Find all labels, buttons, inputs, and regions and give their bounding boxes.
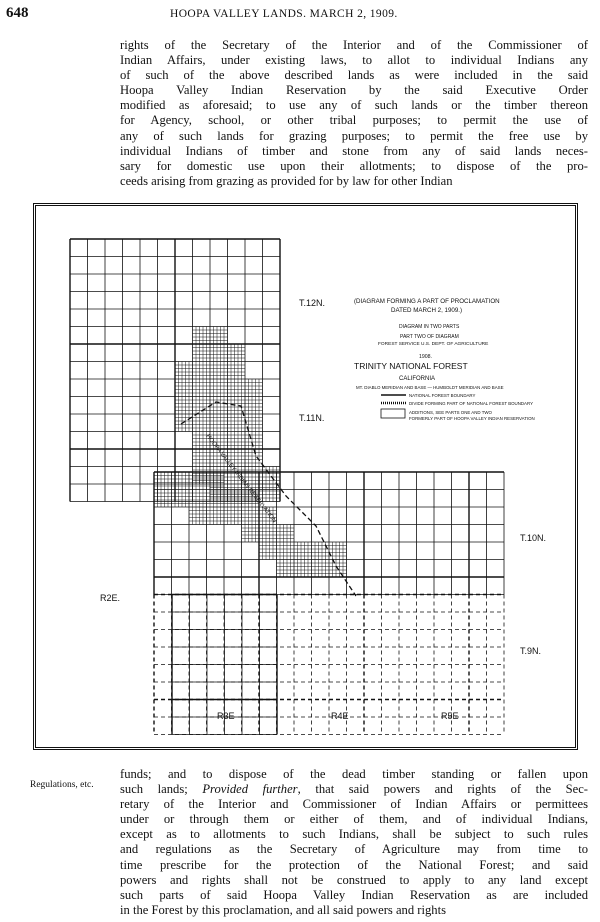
township-label-t12n: T.12N. bbox=[299, 298, 326, 308]
legend-key1: NATIONAL FOREST BOUNDARY bbox=[409, 393, 476, 398]
range-label-r2e: R2E. bbox=[100, 593, 121, 603]
text-line: retary of the Interior and Commissioner of Indian Affairs or permittees bbox=[120, 797, 588, 812]
range-label-r5e: R5E bbox=[441, 711, 459, 721]
margin-note: Regulations, etc. bbox=[30, 780, 94, 790]
legend-meridian: MT. DIABLO MERIDIAN AND BASE — HUMBOLDT MERIDIAN AND BASE bbox=[356, 385, 504, 390]
text-line: rights of the Secretary of the Interior and of the Commissioner of bbox=[120, 38, 588, 52]
text-line: any of such lands for grazing purposes; to permit the free use by bbox=[120, 128, 588, 143]
text-line: such lands; Provided further, that said powers and rights of the Sec- bbox=[120, 782, 589, 797]
legend-line4: PART TWO OF DIAGRAM bbox=[400, 334, 459, 340]
text-line: time prescribe for the protection of the National Forest; and said bbox=[120, 857, 588, 872]
running-title: HOOPA VALLEY LANDS. MARCH 2, 1909. bbox=[170, 8, 398, 20]
legend-key4: FORMERLY PART OF HOOPA VALLEY INDIAN RESERVATION bbox=[409, 416, 535, 421]
text-line: in the Forest by this proclamation, and all said powers and rights bbox=[120, 902, 446, 917]
legend-line1: (DIAGRAM FORMING A PART OF PROCLAMATION bbox=[354, 298, 500, 305]
text-line: individual Indians of timber and stone from any of said lands neces- bbox=[120, 143, 588, 158]
legend-state: CALIFORNIA bbox=[399, 376, 436, 382]
range-label-r3e: R3E bbox=[217, 711, 235, 721]
paragraph-1 bbox=[120, 38, 588, 189]
page-number: 648 bbox=[6, 5, 29, 21]
range-label-r4e: R4E bbox=[331, 711, 349, 721]
text-line: powers and rights shall not be construed to apply to any land except bbox=[120, 872, 588, 887]
legend-line2: DATED MARCH 2, 1909.) bbox=[391, 307, 463, 314]
legend-key3: ADDITIONS, SEE PARTS ONE AND TWO bbox=[409, 410, 492, 415]
text-line: modified as aforesaid; to use any of such lands or the timber thereon bbox=[120, 98, 588, 113]
text-line: sary for domestic use upon their allotments; to dispose of the pro- bbox=[120, 158, 588, 173]
paragraph-2 bbox=[120, 767, 588, 918]
text-line: of such of the above described lands as were included in the said bbox=[120, 68, 588, 83]
forest-diagram bbox=[36, 206, 575, 747]
text-line: ceeds arising from grazing as provided for by law for other Indian bbox=[120, 173, 453, 188]
township-label-t10n: T.10N. bbox=[520, 533, 547, 543]
reservation-label: HOOPA VALLEY INDIAN RESERVATION bbox=[204, 433, 278, 525]
legend-key2: DIVIDE FORMING PART OF NATIONAL FOREST BOUNDARY bbox=[409, 401, 534, 406]
legend-hatch-swatch bbox=[381, 409, 405, 418]
legend-title: TRINITY NATIONAL FOREST bbox=[354, 361, 468, 371]
legend-line5: FOREST SERVICE U.S. DEPT. OF AGRICULTURE bbox=[378, 342, 489, 347]
township-label-t9n: T.9N. bbox=[520, 646, 542, 656]
township-label-t11n: T.11N. bbox=[299, 413, 325, 423]
text-line: under or through them or either of them, and of individual Indians, bbox=[120, 812, 588, 827]
map-frame bbox=[33, 203, 578, 750]
text-line: for Agency, school, or other tribal purposes; to permit the use of bbox=[120, 113, 588, 128]
legend-line6: 1908. bbox=[419, 354, 432, 360]
text-line: except as to allotments to such Indians, shall be subject to such rules bbox=[120, 827, 588, 842]
text-line: Indian Affairs, under existing laws, to allot to individual Indians any bbox=[120, 53, 588, 68]
legend-line3: DIAGRAM IN TWO PARTS bbox=[399, 324, 460, 330]
text-line: funds; and to dispose of the dead timber standing or fallen upon bbox=[120, 767, 588, 781]
text-line: Hoopa Valley Indian Reservation by the said Executive Order bbox=[120, 83, 588, 98]
text-line: such parts of said Hoopa Valley Indian Reservation as are included bbox=[120, 887, 588, 902]
text-line: and regulations as the Secretary of Agriculture may from time to bbox=[120, 842, 588, 857]
